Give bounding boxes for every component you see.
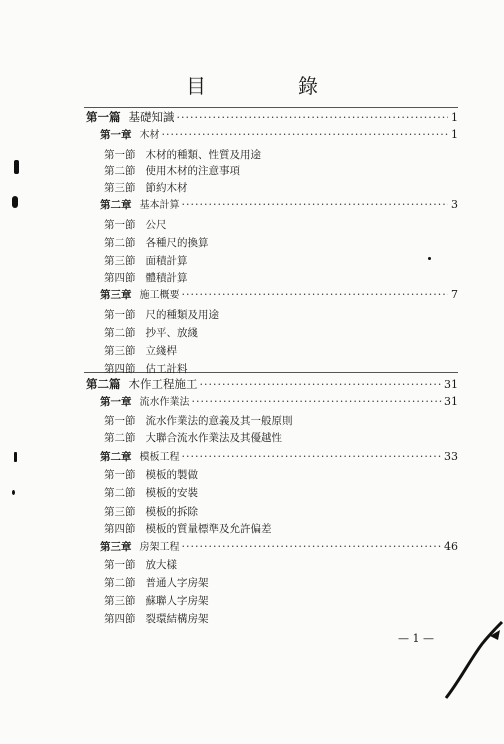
toc-page-number: 7 [451,288,458,301]
toc-entry-number: 第一節 [104,559,136,571]
toc-page-number: 31 [444,378,458,391]
toc-entry-number: 第二節 [104,487,136,499]
toc-entry-label: 尺的種類及用途 [145,309,219,321]
toc-chapter-entry[interactable] [100,450,458,465]
toc-entry-number: 第二節 [104,577,136,589]
toc-entry-number: 第一節 [104,219,136,231]
toc-chapter-entry[interactable] [100,198,458,213]
toc-section-entry[interactable] [104,431,404,445]
toc-entry-label: 公尺 [145,219,167,231]
toc-chapter-entry[interactable] [100,540,458,555]
toc-chapter-entry[interactable] [100,288,458,303]
toc-section-entry[interactable] [104,362,404,376]
toc-entry-label: 節約木材 [145,182,188,194]
toc-entry-label: 立綫桿 [145,345,177,357]
dot-leader [182,198,449,212]
toc-section-entry[interactable] [104,414,404,428]
page-title: 目 錄 [186,74,354,98]
toc-section-entry[interactable] [104,271,404,285]
toc-entry-label: 木材的種類、性質及用途 [145,149,261,161]
toc-entry-label: 蘇聯人字房架 [145,595,209,607]
dot-leader [162,128,449,142]
toc-entry-number: 第一節 [104,415,136,427]
toc-section-entry[interactable] [104,308,404,322]
toc-section-entry[interactable] [104,148,404,162]
toc-section-entry[interactable] [104,505,404,519]
toc-page-number: 33 [444,450,458,463]
toc-entry-label: 基礎知識 [128,110,175,124]
toc-entry-number: 第三節 [104,595,136,607]
toc-entry-number: 第二節 [104,327,136,339]
toc-entry-number: 第一章 [100,129,132,141]
toc-entry-number: 第一節 [104,469,136,481]
toc-entry-label: 模板的拆除 [145,506,198,518]
toc-entry-number: 第二章 [100,199,132,211]
toc-entry-number: 第一節 [104,309,136,321]
toc-entry-number: 第四節 [104,523,136,535]
toc-entry-label: 模板的製做 [145,469,198,481]
toc-section-entry[interactable] [104,522,404,536]
toc-section-entry[interactable] [104,594,404,608]
toc-entry-number: 第一節 [104,149,136,161]
scan-speck [14,452,17,462]
toc-entry-label: 木作工程施工 [128,377,198,391]
toc-entry-number: 第三章 [100,541,132,553]
toc-entry-label: 基本計算 [139,200,180,211]
toc-entry-number: 第二節 [104,432,136,444]
toc-entry-label: 模板的安裝 [145,487,198,499]
toc-chapter-entry[interactable] [100,395,458,410]
toc-entry-label: 使用木材的注意事項 [145,165,240,177]
scan-speck [14,160,19,174]
toc-entry-label: 流水作業法 [139,397,190,408]
toc-entry-label: 模板工程 [139,452,180,463]
toc-entry-label: 普通人字房架 [145,577,209,589]
toc-section-entry[interactable] [104,326,404,340]
toc-section-entry[interactable] [104,612,404,626]
toc-entry-label: 房架工程 [139,542,180,553]
toc-page-number: 1 [451,128,458,141]
toc-section-entry[interactable] [104,486,404,500]
toc-chapter-entry[interactable] [100,128,458,143]
dot-leader [182,540,443,554]
dot-leader [200,378,443,392]
toc-section-entry[interactable] [104,558,404,572]
toc-entry-label: 流水作業法的意義及其一般原則 [145,415,293,427]
toc-entry-label: 體積計算 [145,272,188,284]
toc-entry-number: 第一篇 [86,110,121,124]
toc-entry-number: 第四節 [104,613,136,625]
toc-section-entry[interactable] [104,468,404,482]
scan-speck [428,257,431,260]
toc-section-entry[interactable] [104,181,404,195]
toc-entry-number: 第二節 [104,165,136,177]
toc-entry-number: 第三節 [104,182,136,194]
dot-leader [182,288,449,302]
toc-section-entry[interactable] [104,236,404,250]
toc-section-entry[interactable] [104,254,404,268]
toc-page-number: 31 [444,395,458,408]
toc-entry-number: 第四節 [104,272,136,284]
toc-section-entry[interactable] [104,164,404,178]
toc-entry-number: 第三節 [104,506,136,518]
toc-page-number: 1 [451,111,458,124]
toc-entry-label: 估工計料 [145,363,188,375]
dot-leader [182,450,443,464]
toc-entry-label: 大聯合流水作業法及其優越性 [145,432,282,444]
dot-leader [177,111,449,125]
toc-entry-number: 第一章 [100,396,132,408]
toc-section-entry[interactable] [104,576,404,590]
dot-leader [192,395,443,409]
toc-entry-label: 抄平、放綫 [145,327,198,339]
toc-entry-label: 施工概要 [139,290,180,301]
toc-entry-label: 模板的質量標準及允許偏差 [145,523,272,535]
toc-page-number: 46 [444,540,458,553]
pen-stroke-mark [440,600,504,704]
toc-entry-label: 放大樣 [145,559,177,571]
scan-speck [12,490,15,495]
toc-page-number: 3 [451,198,458,211]
page-number: — 1 — [398,632,434,645]
toc-section-entry[interactable] [104,218,404,232]
toc-entry-number: 第三節 [104,345,136,357]
scan-speck [12,196,18,208]
toc-entry-number: 第三節 [104,255,136,267]
toc-entry-number: 第二節 [104,237,136,249]
toc-section-entry[interactable] [104,344,404,358]
toc-entry-number: 第二章 [100,451,132,463]
toc-entry-label: 各種尺的換算 [145,237,209,249]
toc-entry-label: 木材 [139,130,160,141]
toc-part-entry[interactable] [86,377,458,392]
toc-entry-number: 第三章 [100,289,132,301]
toc-part-entry[interactable] [86,110,458,125]
toc-entry-label: 裂環結構房架 [145,613,209,625]
toc-entry-label: 面積計算 [145,255,188,267]
toc-entry-number: 第二篇 [86,377,121,391]
toc-entry-number: 第四節 [104,363,136,375]
